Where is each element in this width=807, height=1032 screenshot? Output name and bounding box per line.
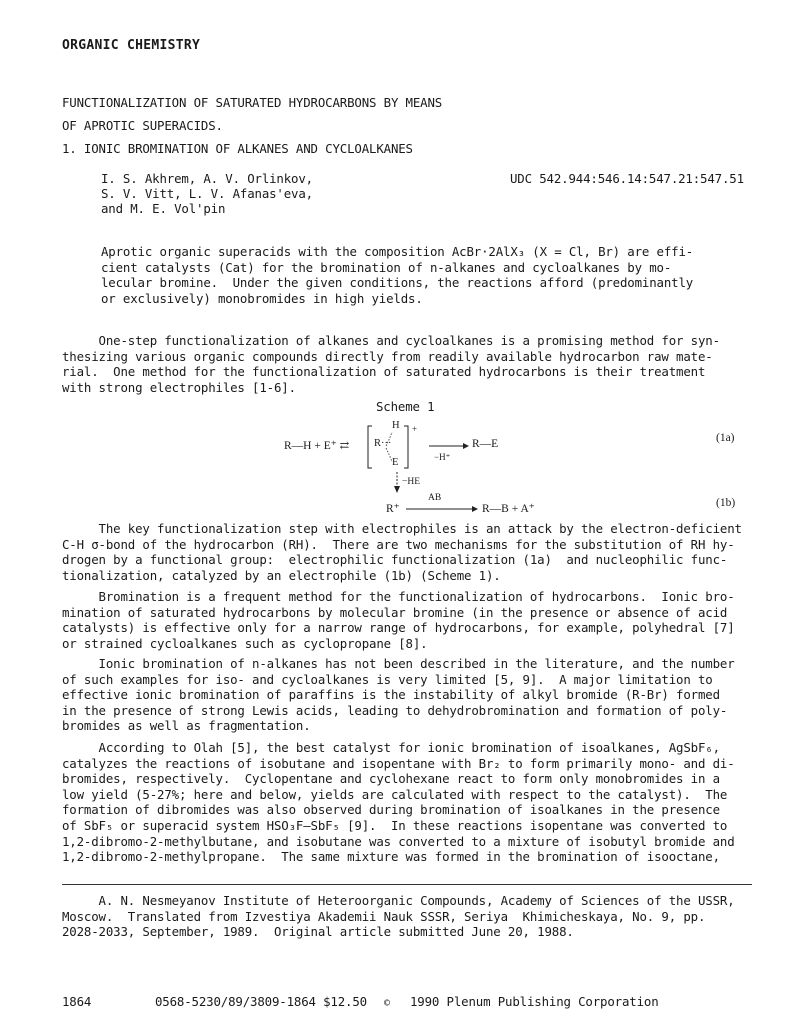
down-arrow-label: −HE <box>402 477 421 487</box>
authors-line-2: S. V. Vitt, L. V. Afanas'eva, <box>101 186 313 201</box>
copyright-icon: © <box>384 998 390 1009</box>
authors-line-1: I. S. Akhrem, A. V. Orlinkov, <box>101 171 313 186</box>
body-paragraph-3 <box>62 656 762 734</box>
text-line: bromides, respectively. Cyclopentane and cyclohexane react to form only monobromides in a <box>62 771 720 787</box>
udc-code: UDC 542.944:546.14:547.21:547.51 <box>510 171 744 186</box>
reaction-scheme <box>250 398 760 518</box>
article-code: 0568-5230/89/3809-1864 $12.50 <box>155 994 367 1009</box>
body-paragraph-2 <box>62 589 762 651</box>
complex-e: E <box>392 457 399 468</box>
text-line: A. N. Nesmeyanov Institute of Heteroorganic Compounds, Academy of Sciences of the USSR, <box>62 893 735 908</box>
text-line: catalyzes the reactions of isobutane and isopentane with Br₂ to form primarily mono- and di- <box>62 755 735 771</box>
eq-label-1a: (1a) <box>716 432 735 444</box>
text-line: Moscow. Translated from Izvestiya Akademii Nauk SSSR, Seriya Khimicheskaya, No. 9, pp. <box>62 908 706 924</box>
down-arrow <box>393 472 401 494</box>
arrow-1a <box>429 442 471 450</box>
text-line: bromides as well as fragmentation. <box>62 718 311 734</box>
text-line: rial. One method for the functionalization of saturated hydrocarbons is their treatment <box>62 364 706 380</box>
affiliation-footnote <box>62 893 762 940</box>
text-line: or strained cycloalkanes such as cyclopropane [8]. <box>62 635 428 651</box>
complex-charge: + <box>412 424 418 434</box>
text-line: Ionic bromination of n-alkanes has not been described in the literature, and the number <box>62 656 735 671</box>
eq-label-1b: (1b) <box>716 497 736 509</box>
eq1b-products: R—B + A⁺ <box>482 503 535 515</box>
arrow-1b <box>406 505 480 513</box>
complex-r: R··· <box>374 438 392 449</box>
publisher: 1990 Plenum Publishing Corporation <box>410 994 659 1009</box>
body-paragraph-1 <box>62 521 762 583</box>
arrow-1a-label: −H⁺ <box>434 452 451 462</box>
text-line: 1,2-dibromo-2-methylpropane. The same mixture was formed in the bromination of isooctane, <box>62 849 720 865</box>
intro-paragraph <box>62 333 762 395</box>
text-line: mination of saturated hydrocarbons by molecular bromine (in the presence or absence of acid <box>62 604 728 620</box>
eq1a-product: R—E <box>472 438 499 450</box>
text-line: of such examples for iso- and cycloalkanes is very limited [5, 9]. A major limitation to <box>62 671 713 687</box>
abstract <box>101 244 801 306</box>
footnote-divider <box>62 884 752 885</box>
abstract-line: or exclusively) monobromides in high yields. <box>101 290 423 306</box>
text-line: catalysts) is effective only for a narrow range of hydrocarbons, for example, polyhedral [7] <box>62 620 735 636</box>
text-line: 2028-2033, September, 1989. Original article submitted June 20, 1988. <box>62 924 574 940</box>
eq1b-reactant: R⁺ <box>386 503 400 515</box>
abstract-line: Aprotic organic superacids with the composition AcBr·2AlX₃ (X = Cl, Br) are effi- <box>101 244 694 259</box>
text-line: The key functionalization step with electrophiles is an attack by the electron-deficient <box>62 521 742 536</box>
text-line: of SbF₅ or superacid system HSO₃F—SbF₅ [9]. In these reactions isopentane was converted to <box>62 817 728 833</box>
body-paragraph-4 <box>62 740 762 865</box>
text-line: effective ionic bromination of paraffins is the instability of alkyl bromide (R-Br) formed <box>62 687 720 703</box>
complex-h: H <box>392 420 400 431</box>
title-line-1: FUNCTIONALIZATION OF SATURATED HYDROCARBONS BY MEANS <box>62 95 443 110</box>
eq1a-reactants: R—H + E⁺ ⇄ <box>284 440 350 452</box>
text-line: formation of dibromides was also observed during bromination of isoalkanes in the presence <box>62 802 720 818</box>
text-line: thesizing various organic compounds directly from readily available hydrocarbon raw mate- <box>62 348 713 364</box>
text-line: with strong electrophiles [1-6]. <box>62 379 296 395</box>
abstract-line: cient catalysts (Cat) for the bromination of n-alkanes and cycloalkanes by mo- <box>101 259 672 275</box>
authors-line-3: and M. E. Vol'pin <box>101 201 226 216</box>
text-line: tionalization, catalyzed by an electrophile (1b) (Scheme 1). <box>62 567 501 583</box>
text-line: in the presence of strong Lewis acids, leading to dehydrobromination and formation of poly- <box>62 702 728 718</box>
title-line-3: 1. IONIC BROMINATION OF ALKANES AND CYCLOALKANES <box>62 141 413 156</box>
journal-section-heading: ORGANIC CHEMISTRY <box>62 38 201 53</box>
scheme-caption: Scheme 1 <box>376 399 435 414</box>
text-line: 1,2-dibromo-2-methylbutane, and isobutane was converted to a mixture of isobutyl bromide and <box>62 833 735 849</box>
text-line: According to Olah [5], the best catalyst for ionic bromination of isoalkanes, AgSbF₆, <box>62 740 720 755</box>
page-number: 1864 <box>62 994 92 1009</box>
text-line: One-step functionalization of alkanes and cycloalkanes is a promising method for syn- <box>62 333 720 348</box>
text-line: drogen by a functional group: electrophilic functionalization (1a) and nucleophilic func- <box>62 552 728 568</box>
title-line-2: OF APROTIC SUPERACIDS. <box>62 118 223 133</box>
text-line: low yield (5-27%; here and below, yields are calculated with respect to the catalyst). The <box>62 786 728 802</box>
text-line: C-H σ-bond of the hydrocarbon (RH). There are two mechanisms for the substitution of RH hy- <box>62 536 735 552</box>
text-line: Bromination is a frequent method for the functionalization of hydrocarbons. Ionic bro- <box>62 589 735 604</box>
abstract-line: lecular bromine. Under the given conditions, the reactions afford (predominantly <box>101 275 694 291</box>
arrow-1b-label: AB <box>428 493 442 503</box>
